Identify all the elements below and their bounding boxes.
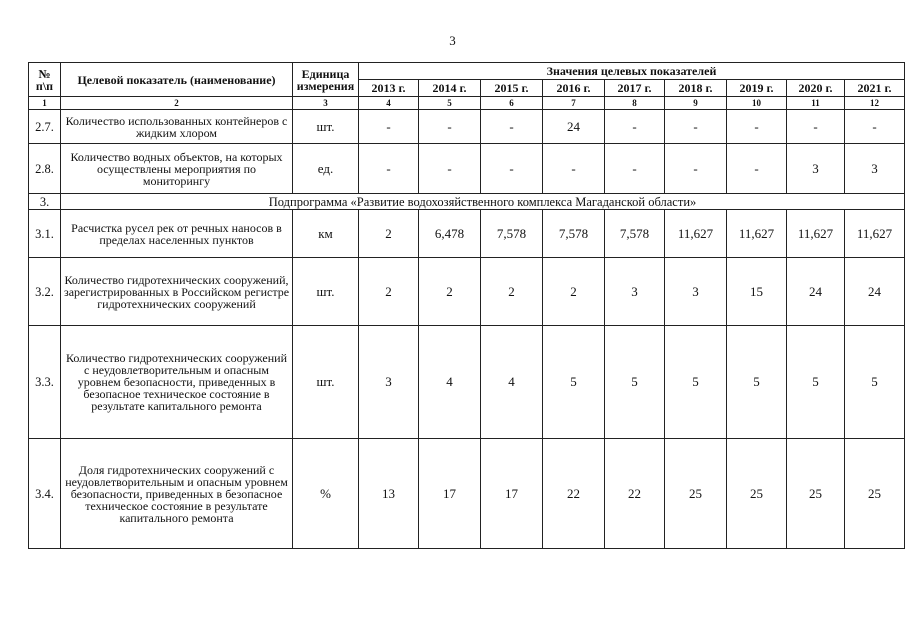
row-value: 7,578 (481, 210, 543, 258)
column-number: 8 (605, 97, 665, 110)
row-num: 3.4. (29, 439, 61, 549)
row-value: 25 (845, 439, 905, 549)
row-value: 2 (543, 258, 605, 326)
row-value: - (845, 110, 905, 144)
row-num: 2.7. (29, 110, 61, 144)
row-value: - (359, 110, 419, 144)
row-value: 3 (845, 144, 905, 194)
row-value: - (481, 110, 543, 144)
row-value: 22 (605, 439, 665, 549)
row-value: 2 (419, 258, 481, 326)
row-value: 25 (787, 439, 845, 549)
row-name: Расчистка русел рек от речных наносов в пределах населенных пунктов (61, 210, 293, 258)
column-number: 12 (845, 97, 905, 110)
row-name: Количество использованных контейнеров с жидким хлором (61, 110, 293, 144)
subprogram-title: Подпрограмма «Развитие водохозяйственного комплекса Магаданской области» (61, 194, 905, 210)
row-name: Количество гидротехнических сооружений с неудовлетворительным и опасным уровнем безопасности, приведенных в безопасное техническое состояние в результате капитального ремонта (61, 326, 293, 439)
column-number: 7 (543, 97, 605, 110)
table-row (29, 210, 905, 258)
table-row (29, 258, 905, 326)
header-num: № п\п (29, 63, 61, 97)
header-year: 2014 г. (419, 80, 481, 97)
row-value: 17 (419, 439, 481, 549)
column-number: 2 (61, 97, 293, 110)
row-value: 25 (727, 439, 787, 549)
column-number: 11 (787, 97, 845, 110)
row-value: 5 (787, 326, 845, 439)
row-value: 13 (359, 439, 419, 549)
row-value: - (419, 110, 481, 144)
row-value: 2 (359, 210, 419, 258)
column-number: 5 (419, 97, 481, 110)
row-value: 2 (359, 258, 419, 326)
column-number: 4 (359, 97, 419, 110)
row-value: 5 (665, 326, 727, 439)
table-row (29, 439, 905, 549)
header-year: 2017 г. (605, 80, 665, 97)
header-year: 2015 г. (481, 80, 543, 97)
row-value: 3 (787, 144, 845, 194)
table-row (29, 144, 905, 194)
row-value: - (481, 144, 543, 194)
row-value: - (787, 110, 845, 144)
table-row (29, 326, 905, 439)
header-indicator: Целевой показатель (наименование) (61, 63, 293, 97)
row-value: 7,578 (543, 210, 605, 258)
header-values-group: Значения целевых показателей (359, 63, 905, 80)
row-value: 3 (359, 326, 419, 439)
row-name: Количество водных объектов, на которых осуществлены мероприятия по мониторингу (61, 144, 293, 194)
row-value: - (727, 144, 787, 194)
row-value: 24 (787, 258, 845, 326)
row-value: 15 (727, 258, 787, 326)
header-year: 2020 г. (787, 80, 845, 97)
row-value: 11,627 (845, 210, 905, 258)
column-number: 6 (481, 97, 543, 110)
row-num: 3.2. (29, 258, 61, 326)
column-number: 9 (665, 97, 727, 110)
row-value: 3 (605, 258, 665, 326)
header-year: 2013 г. (359, 80, 419, 97)
row-num: 3.3. (29, 326, 61, 439)
row-value: 22 (543, 439, 605, 549)
target-indicators-table (28, 62, 905, 549)
row-name: Количество гидротехнических сооружений, зарегистрированных в Российском регистре гидротехнических сооружений (61, 258, 293, 326)
row-value: 11,627 (727, 210, 787, 258)
column-number: 1 (29, 97, 61, 110)
row-value: 5 (845, 326, 905, 439)
row-value: 4 (419, 326, 481, 439)
row-value: 4 (481, 326, 543, 439)
row-value: 24 (543, 110, 605, 144)
row-num: 2.8. (29, 144, 61, 194)
row-unit: % (293, 439, 359, 549)
header-year: 2021 г. (845, 80, 905, 97)
row-unit: шт. (293, 258, 359, 326)
row-value: 11,627 (787, 210, 845, 258)
row-unit: шт. (293, 326, 359, 439)
row-value: 6,478 (419, 210, 481, 258)
column-number-row (29, 97, 905, 110)
header-year: 2016 г. (543, 80, 605, 97)
subprogram-row (29, 194, 905, 210)
row-num: 3.1. (29, 210, 61, 258)
row-value: - (419, 144, 481, 194)
row-value: 24 (845, 258, 905, 326)
row-unit: км (293, 210, 359, 258)
row-value: 5 (727, 326, 787, 439)
row-value: 11,627 (665, 210, 727, 258)
row-value: 3 (665, 258, 727, 326)
row-value: 7,578 (605, 210, 665, 258)
row-value: - (605, 144, 665, 194)
column-number: 3 (293, 97, 359, 110)
table-row (29, 110, 905, 144)
row-value: 17 (481, 439, 543, 549)
header-year: 2018 г. (665, 80, 727, 97)
row-unit: шт. (293, 110, 359, 144)
row-value: - (359, 144, 419, 194)
row-value: 5 (543, 326, 605, 439)
row-unit: ед. (293, 144, 359, 194)
row-value: - (665, 110, 727, 144)
header-year: 2019 г. (727, 80, 787, 97)
row-value: - (665, 144, 727, 194)
page-number: 3 (449, 33, 456, 48)
row-value: - (543, 144, 605, 194)
row-name: Доля гидротехнических сооружений с неудовлетворительным и опасным уровнем безопасности, приведенных в безопасное техническое состояние в результате капитального ремонта (61, 439, 293, 549)
column-number: 10 (727, 97, 787, 110)
row-value: 2 (481, 258, 543, 326)
row-value: 5 (605, 326, 665, 439)
subprogram-num: 3. (29, 194, 61, 210)
row-value: - (605, 110, 665, 144)
header-unit: Единица измерения (293, 63, 359, 97)
row-value: - (727, 110, 787, 144)
row-value: 25 (665, 439, 727, 549)
